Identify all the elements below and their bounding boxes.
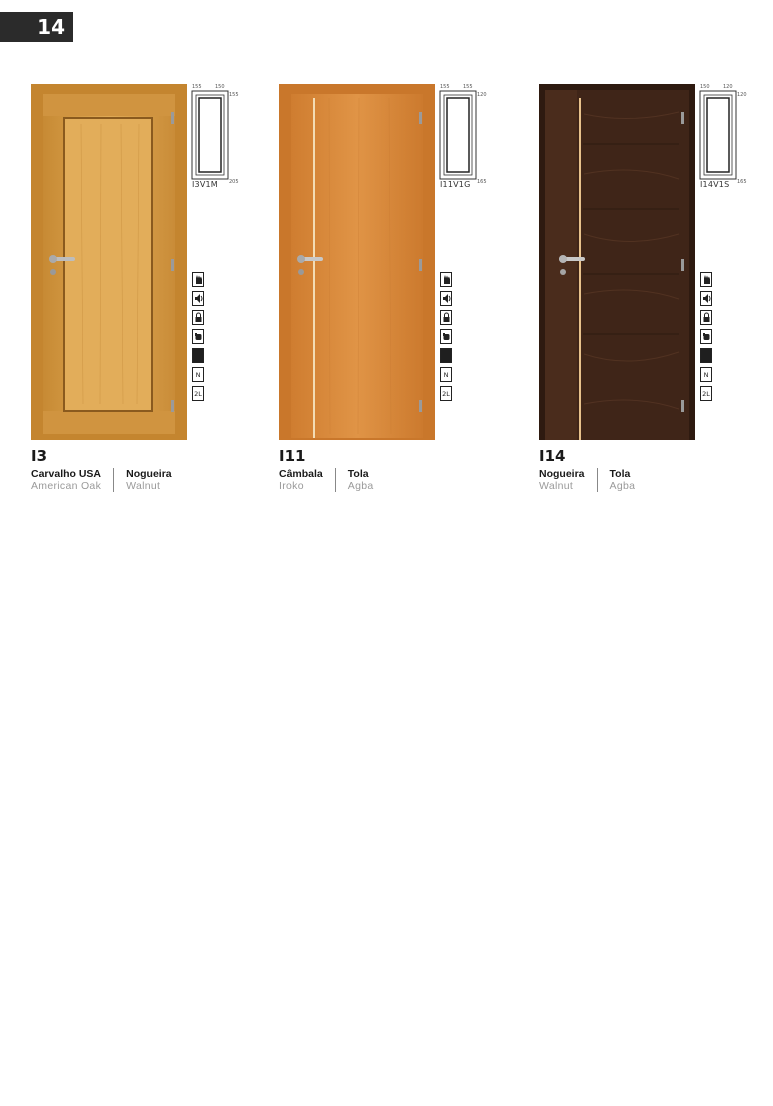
label-n: N <box>700 367 712 382</box>
finish-option[interactable] <box>31 468 113 492</box>
dimension-label: 120 <box>737 92 747 98</box>
label-2l: 2L <box>440 386 452 401</box>
fist-icon <box>192 329 204 344</box>
profile-code: I11V1G <box>440 180 471 189</box>
hand-icon <box>440 272 452 287</box>
finish-option[interactable] <box>335 468 386 492</box>
finish-option[interactable] <box>113 468 184 492</box>
finish-name-pt: Nogueira <box>126 468 172 480</box>
dimension-label: 155 <box>440 84 450 90</box>
product-code: I11 <box>279 447 306 465</box>
door-image[interactable] <box>31 84 187 440</box>
bar-icon <box>700 348 712 363</box>
finish-name-en: Iroko <box>279 480 304 492</box>
bar-icon <box>192 348 204 363</box>
feature-icons <box>192 272 206 405</box>
section-profile-diagram <box>191 84 249 214</box>
finish-option[interactable] <box>597 468 648 492</box>
feature-icons <box>700 272 714 405</box>
finish-name-en: Agba <box>347 480 374 492</box>
finish-options <box>539 468 647 492</box>
section-profile-diagram <box>699 84 757 214</box>
page-number: 14 <box>37 15 65 39</box>
dimension-label: 155 <box>229 92 239 98</box>
profile-code: I3V1M <box>192 180 218 189</box>
product-card[interactable] <box>539 84 769 504</box>
dimension-label: 150 <box>215 84 225 90</box>
dimension-label: 165 <box>737 179 747 185</box>
finish-options <box>31 468 184 492</box>
bar-icon <box>440 348 452 363</box>
label-2l: 2L <box>700 386 712 401</box>
lock-icon <box>192 310 204 325</box>
finish-name-en: Agba <box>609 480 636 492</box>
section-profile-diagram <box>439 84 497 214</box>
finish-option[interactable] <box>279 468 335 492</box>
dimension-label: 205 <box>229 179 239 185</box>
dimension-label: 165 <box>477 179 487 185</box>
label-n: N <box>192 367 204 382</box>
dimension-label: 155 <box>192 84 202 90</box>
door-image[interactable] <box>279 84 435 440</box>
dimension-label: 120 <box>723 84 733 90</box>
label-n: N <box>440 367 452 382</box>
product-card[interactable] <box>279 84 509 504</box>
lock-icon <box>440 310 452 325</box>
finish-name-en: American Oak <box>31 480 102 492</box>
finish-option[interactable] <box>539 468 597 492</box>
finish-name-pt: Câmbala <box>279 468 323 480</box>
dimension-label: 150 <box>700 84 710 90</box>
product-code: I3 <box>31 447 48 465</box>
finish-name-pt: Carvalho USA <box>31 468 102 480</box>
sound-icon <box>192 291 204 306</box>
hand-icon <box>192 272 204 287</box>
lock-icon <box>700 310 712 325</box>
page-number-tab <box>0 12 73 42</box>
door-image[interactable] <box>539 84 695 440</box>
sound-icon <box>440 291 452 306</box>
label-2l: 2L <box>192 386 204 401</box>
dimension-label: 120 <box>477 92 487 98</box>
fist-icon <box>440 329 452 344</box>
product-card[interactable] <box>31 84 261 504</box>
feature-icons <box>440 272 454 405</box>
sound-icon <box>700 291 712 306</box>
finish-name-pt: Tola <box>609 468 631 480</box>
finish-name-en: Walnut <box>126 480 161 492</box>
fist-icon <box>700 329 712 344</box>
finish-name-pt: Nogueira <box>539 468 585 480</box>
dimension-label: 155 <box>463 84 473 90</box>
profile-code: I14V1S <box>700 180 730 189</box>
finish-name-pt: Tola <box>347 468 369 480</box>
product-code: I14 <box>539 447 566 465</box>
finish-name-en: Walnut <box>539 480 574 492</box>
finish-options <box>279 468 386 492</box>
hand-icon <box>700 272 712 287</box>
